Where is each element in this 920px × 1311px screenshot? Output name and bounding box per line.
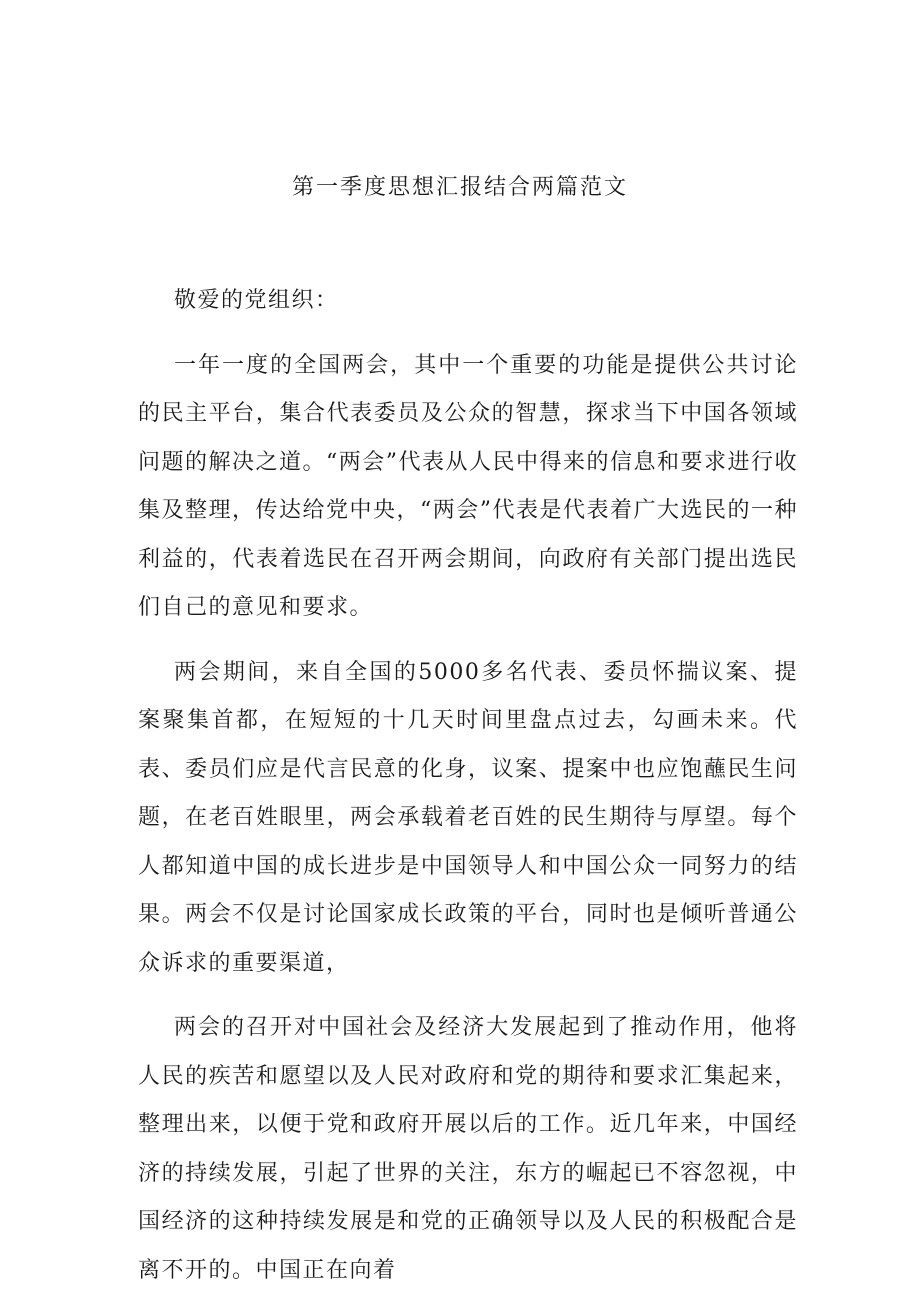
document-body — [138, 277, 798, 1311]
paragraph-1: 一年一度的全国两会，其中一个重要的功能是提供公共讨论的民主平台，集合代表委员及公众的智慧，探求当下中国各领域问题的解决之道。“两会”代表从人民中得来的信息和要求进行收集及整理，传达给党中央，“两会”代表是代表着广大选民的一种利益的，代表着选民在召开两会期间，向政府有关部门提出选民们自己的意见和要求。 — [138, 352, 798, 620]
paragraph-3: 两会的召开对中国社会及经济大发展起到了推动作用，他将人民的疾苦和愿望以及人民对政府和党的期待和要求汇集起来，整理出来，以便于党和政府开展以后的工作。近几年来，中国经济的持续发展，引起了世界的关注，东方的崛起已不容忽视，中国经济的这种持续发展是和党的正确领导以及人民的积极配合是离不开的。中国正在向着 — [138, 1015, 798, 1283]
paragraph-2: 两会期间，来自全国的5000多名代表、委员怀揣议案、提案聚集首都，在短短的十几天时间里盘点过去，勾画未来。代表、委员们应是代言民意的化身，议案、提案中也应饱蘸民生问题，在老百姓眼里，两会承载着老百姓的民生期待与厚望。每个人都知道中国的成长进步是中国领导人和中国公众一同努力的结果。两会不仅是讨论国家成长政策的平台，同时也是倾听普通公众诉求的重要渠道， — [138, 659, 798, 976]
document-title: 第一季度思想汇报结合两篇范文 — [291, 175, 628, 200]
salutation: 敬爱的党组织： — [174, 288, 339, 313]
